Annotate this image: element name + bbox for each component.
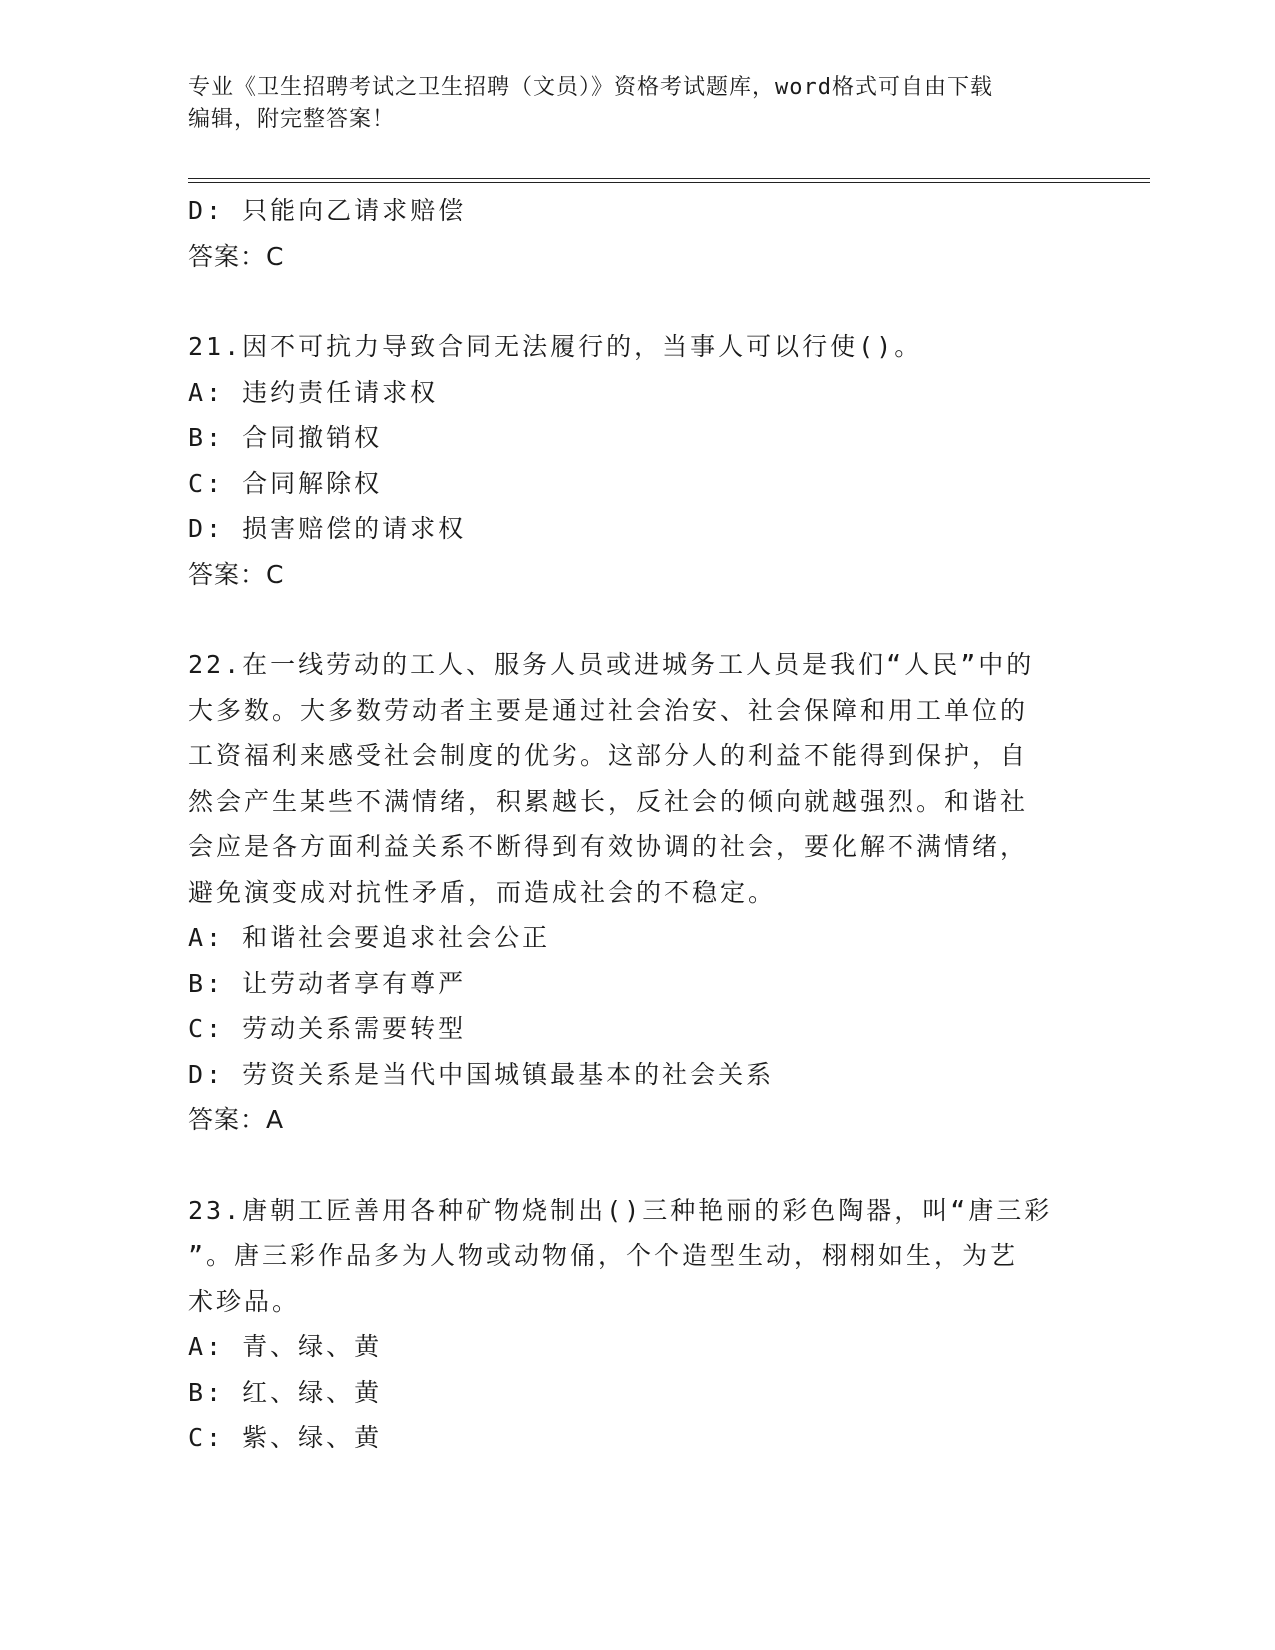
spacer (188, 279, 1088, 324)
q23-stem-line: ”。唐三彩作品多为人物或动物俑，个个造型生动，栩栩如生，为艺 (188, 1241, 1019, 1270)
q22-option-a: A: 和谐社会要追求社会公正 (188, 923, 551, 952)
q20-answer: 答案：C (188, 241, 285, 271)
q21-stem: 21.因不可抗力导致合同无法履行的，当事人可以行使()。 (188, 332, 923, 361)
q22-answer: 答案：A (188, 1105, 285, 1134)
q23-stem-line: 术珍品。 (188, 1286, 301, 1316)
q23-stem-line: 23.唐朝工匠善用各种矿物烧制出()三种艳丽的彩色陶器，叫“唐三彩 (188, 1195, 1053, 1225)
q22-option-d: D: 劳资关系是当代中国城镇最基本的社会关系 (188, 1059, 775, 1089)
header-line-1: 专业《卫生招聘考试之卫生招聘（文员）》资格考试题库，word格式可自由下载 (188, 75, 993, 100)
q22-stem-line: 工资福利来感受社会制度的优劣。这部分人的利益不能得到保护，自 (188, 741, 1029, 770)
q22-stem-line: 避免演变成对抗性矛盾，而造成社会的不稳定。 (188, 877, 777, 907)
header-line-2: 编辑，附完整答案！ (188, 107, 396, 132)
q21-option-a: A: 违约责任请求权 (188, 377, 439, 407)
q23-option-a: A: 青、绿、黄 (188, 1332, 383, 1361)
document-header (188, 72, 1088, 136)
q22-option-b: B: 让劳动者享有尊严 (188, 968, 467, 998)
spacer (188, 1143, 1088, 1188)
q21-answer: 答案：C (188, 559, 285, 589)
spacer (188, 597, 1088, 642)
q21-option-b: B: 合同撤销权 (188, 423, 383, 452)
q21-option-d: D: 损害赔偿的请求权 (188, 514, 467, 543)
header-divider (188, 178, 1150, 183)
question-list (188, 188, 1088, 1461)
q22-stem-line: 会应是各方面利益关系不断得到有效协调的社会，要化解不满情绪， (188, 832, 1029, 861)
q23-option-b: B: 红、绿、黄 (188, 1377, 383, 1407)
q22-option-c: C: 劳动关系需要转型 (188, 1014, 467, 1043)
q22-stem-line: 22.在一线劳动的工人、服务人员或进城务工人员是我们“人民”中的 (188, 650, 1035, 679)
q22-stem-line: 然会产生某些不满情绪，积累越长，反社会的倾向就越强烈。和谐社 (188, 786, 1029, 816)
q21-option-c: C: 合同解除权 (188, 468, 383, 498)
q20-option-d: D: 只能向乙请求赔偿 (188, 196, 467, 225)
q22-stem-line: 大多数。大多数劳动者主要是通过社会治安、社会保障和用工单位的 (188, 695, 1029, 725)
q23-option-c: C: 紫、绿、黄 (188, 1423, 383, 1452)
